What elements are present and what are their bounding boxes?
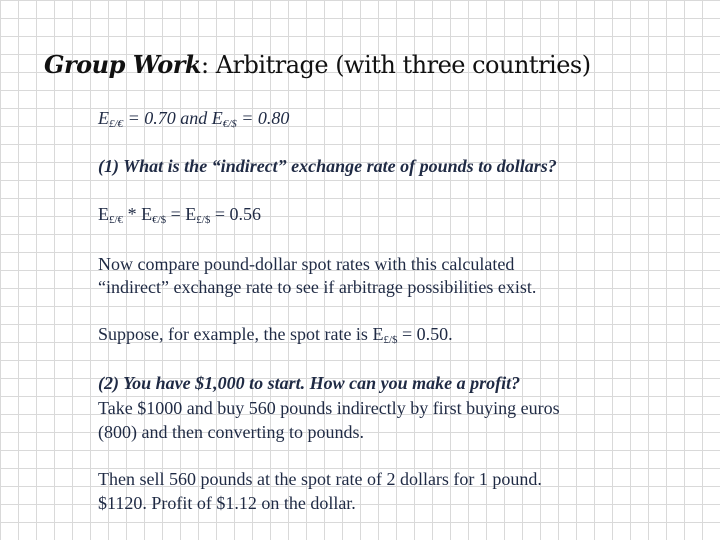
- compare-line-1: Now compare pound-dollar spot rates with this calculated: [98, 254, 515, 274]
- rate-symbol: E: [372, 324, 384, 344]
- question-two: (2) You have $1,000 to start. How can you make a profit?: [98, 373, 521, 393]
- answer-line-2: (800) and then converting to pounds.: [98, 422, 364, 442]
- spot-rate-value: = 0.50.: [397, 324, 453, 344]
- indirect-rate-formula: [98, 203, 261, 225]
- title-rest: : Arbitrage (with three countries): [201, 51, 591, 79]
- rate-subscript: £/$: [383, 334, 398, 346]
- answer-line-1: Take $1000 and buy 560 pounds indirectly by first buying euros: [98, 398, 560, 418]
- rate-symbol: E: [211, 108, 223, 128]
- rate-subscript: €/$: [222, 118, 237, 130]
- compare-line-2: “indirect” exchange rate to see if arbitrage possibilities exist.: [98, 277, 537, 297]
- rate-symbol: E: [98, 108, 109, 128]
- rate-subscript: £/$: [196, 214, 211, 226]
- formula-result: = 0.56: [210, 204, 261, 224]
- rate-value-text: = 0.80: [236, 108, 290, 128]
- rate-subscript: £/€: [109, 214, 124, 226]
- rate-symbol: E: [141, 204, 153, 224]
- conclusion-line-2: $1120. Profit of $1.12 on the dollar.: [98, 493, 356, 513]
- rate-subscript: £/€: [109, 118, 124, 130]
- slide-title: [44, 50, 591, 79]
- given-rates: [98, 107, 289, 129]
- rate-subscript: €/$: [152, 214, 167, 226]
- operator-text: =: [166, 204, 186, 224]
- operator-text: *: [123, 204, 142, 224]
- conclusion-line-1: Then sell 560 pounds at the spot rate of 2 dollars for 1 pound.: [98, 469, 542, 489]
- title-emphasis: Group Work: [44, 50, 202, 79]
- question-one: (1) What is the “indirect” exchange rate of pounds to dollars?: [98, 156, 557, 176]
- rate-value-text: = 0.70 and: [123, 108, 212, 128]
- suppose-text: Suppose, for example, the spot rate is: [98, 324, 373, 344]
- rate-symbol: E: [98, 204, 109, 224]
- rate-symbol: E: [185, 204, 197, 224]
- suppose-spot-rate: [98, 323, 453, 345]
